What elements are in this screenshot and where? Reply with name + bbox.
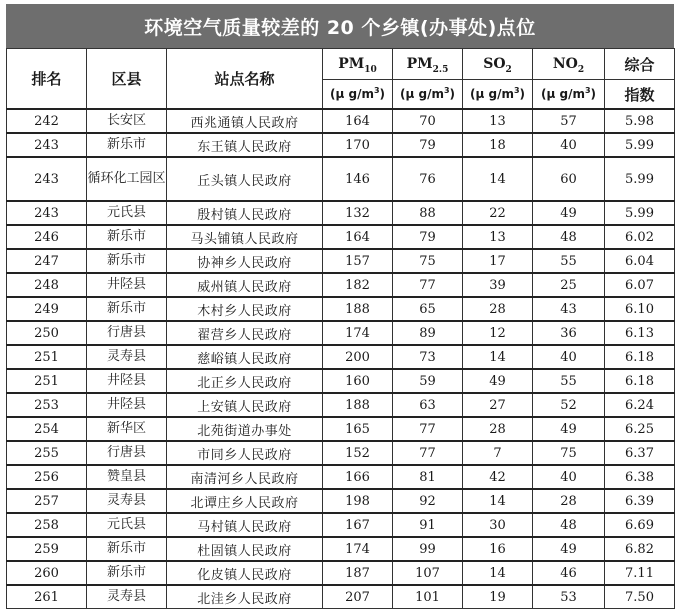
table-row — [7, 561, 675, 585]
table-row — [7, 369, 675, 393]
cell-composite-index: 6.18 — [605, 345, 675, 369]
cell-pm25: 70 — [393, 109, 463, 133]
cell-rank: 251 — [7, 345, 87, 369]
table-row — [7, 109, 675, 133]
cell-pm25: 101 — [393, 585, 463, 609]
cell-composite-index: 6.02 — [605, 225, 675, 249]
cell-no2: 55 — [533, 249, 605, 273]
cell-pm25: 77 — [393, 417, 463, 441]
cell-pm10: 182 — [323, 273, 393, 297]
unit-pm10: (μ $g/m^3$) — [323, 80, 393, 110]
cell-composite-index: 5.98 — [605, 109, 675, 133]
cell-rank: 247 — [7, 249, 87, 273]
cell-station: 殷村镇人民政府 — [167, 201, 323, 225]
cell-rank: 251 — [7, 369, 87, 393]
cell-pm10: 146 — [323, 157, 393, 201]
table-row — [7, 441, 675, 465]
table-row — [7, 417, 675, 441]
cell-rank: 256 — [7, 465, 87, 489]
cell-pm10: 174 — [323, 537, 393, 561]
cell-composite-index: 6.82 — [605, 537, 675, 561]
cell-district: 灵寿县 — [87, 345, 167, 369]
cell-pm25: 79 — [393, 133, 463, 157]
cell-so2: 39 — [463, 273, 533, 297]
cell-district: 井陉县 — [87, 393, 167, 417]
cell-pm10: 166 — [323, 465, 393, 489]
cell-station: 木村乡人民政府 — [167, 297, 323, 321]
cell-pm10: 152 — [323, 441, 393, 465]
cell-no2: 46 — [533, 561, 605, 585]
cell-pm10: 160 — [323, 369, 393, 393]
table-row — [7, 513, 675, 537]
cell-station: 北谭庄乡人民政府 — [167, 489, 323, 513]
cell-district: 新乐市 — [87, 537, 167, 561]
cell-pm10: 188 — [323, 297, 393, 321]
table-row — [7, 133, 675, 157]
cell-no2: 28 — [533, 489, 605, 513]
cell-composite-index: 6.37 — [605, 441, 675, 465]
cell-district: 循环化工园区 — [87, 157, 167, 201]
cell-district: 新乐市 — [87, 561, 167, 585]
table-row — [7, 249, 675, 273]
cell-so2: 13 — [463, 225, 533, 249]
cell-district: 元氏县 — [87, 201, 167, 225]
cell-station: 东王镇人民政府 — [167, 133, 323, 157]
cell-station: 上安镇人民政府 — [167, 393, 323, 417]
cell-so2: 14 — [463, 489, 533, 513]
cell-station: 杜固镇人民政府 — [167, 537, 323, 561]
header-composite-line1: 综合 — [605, 49, 675, 80]
cell-pm25: 88 — [393, 201, 463, 225]
cell-so2: 12 — [463, 321, 533, 345]
cell-pm25: 77 — [393, 273, 463, 297]
cell-so2: 28 — [463, 297, 533, 321]
cell-no2: 49 — [533, 537, 605, 561]
cell-no2: 48 — [533, 225, 605, 249]
cell-pm25: 63 — [393, 393, 463, 417]
table-row — [7, 585, 675, 609]
cell-district: 新乐市 — [87, 133, 167, 157]
table-row — [7, 393, 675, 417]
cell-no2: 40 — [533, 133, 605, 157]
table-row — [7, 489, 675, 513]
cell-no2: 52 — [533, 393, 605, 417]
cell-no2: 36 — [533, 321, 605, 345]
cell-composite-index: 7.50 — [605, 585, 675, 609]
cell-pm10: 198 — [323, 489, 393, 513]
air-quality-table — [6, 48, 675, 609]
cell-composite-index: 7.11 — [605, 561, 675, 585]
header-no2: $NO_2$ — [533, 49, 605, 80]
cell-no2: 49 — [533, 417, 605, 441]
cell-rank: 254 — [7, 417, 87, 441]
cell-no2: 48 — [533, 513, 605, 537]
cell-so2: 16 — [463, 537, 533, 561]
cell-no2: 60 — [533, 157, 605, 201]
cell-station: 化皮镇人民政府 — [167, 561, 323, 585]
cell-so2: 14 — [463, 345, 533, 369]
unit-pm25: (μ $g/m^3$) — [393, 80, 463, 110]
cell-no2: 43 — [533, 297, 605, 321]
cell-so2: 18 — [463, 133, 533, 157]
cell-station: 南清河乡人民政府 — [167, 465, 323, 489]
cell-pm25: 73 — [393, 345, 463, 369]
cell-so2: 28 — [463, 417, 533, 441]
cell-rank: 261 — [7, 585, 87, 609]
cell-district: 元氏县 — [87, 513, 167, 537]
cell-pm10: 167 — [323, 513, 393, 537]
cell-district: 井陉县 — [87, 369, 167, 393]
cell-district: 新乐市 — [87, 297, 167, 321]
cell-station: 市同乡人民政府 — [167, 441, 323, 465]
cell-so2: 42 — [463, 465, 533, 489]
cell-district: 灵寿县 — [87, 489, 167, 513]
cell-so2: 14 — [463, 157, 533, 201]
cell-station: 马村镇人民政府 — [167, 513, 323, 537]
cell-composite-index: 6.38 — [605, 465, 675, 489]
cell-district: 行唐县 — [87, 321, 167, 345]
table-title: 环境空气质量较差的 20 个乡镇(办事处)点位 — [6, 4, 674, 48]
cell-composite-index: 6.39 — [605, 489, 675, 513]
cell-rank: 257 — [7, 489, 87, 513]
cell-so2: 22 — [463, 201, 533, 225]
cell-no2: 49 — [533, 201, 605, 225]
cell-pm25: 89 — [393, 321, 463, 345]
cell-district: 井陉县 — [87, 273, 167, 297]
cell-composite-index: 6.18 — [605, 369, 675, 393]
cell-pm25: 77 — [393, 441, 463, 465]
cell-composite-index: 6.13 — [605, 321, 675, 345]
cell-composite-index: 6.25 — [605, 417, 675, 441]
cell-district: 灵寿县 — [87, 585, 167, 609]
cell-no2: 40 — [533, 345, 605, 369]
cell-rank: 243 — [7, 201, 87, 225]
cell-district: 新乐市 — [87, 225, 167, 249]
cell-rank: 260 — [7, 561, 87, 585]
cell-composite-index: 6.69 — [605, 513, 675, 537]
cell-pm10: 170 — [323, 133, 393, 157]
cell-station: 马头铺镇人民政府 — [167, 225, 323, 249]
table-row — [7, 225, 675, 249]
table-row — [7, 537, 675, 561]
cell-pm10: 164 — [323, 109, 393, 133]
cell-pm10: 132 — [323, 201, 393, 225]
cell-rank: 248 — [7, 273, 87, 297]
header-pm25: $PM_{2.5}$ — [393, 49, 463, 80]
cell-district: 赞皇县 — [87, 465, 167, 489]
cell-pm10: 174 — [323, 321, 393, 345]
table-row — [7, 345, 675, 369]
cell-district: 行唐县 — [87, 441, 167, 465]
cell-composite-index: 5.99 — [605, 157, 675, 201]
header-station: 站点名称 — [167, 49, 323, 110]
cell-composite-index: 5.99 — [605, 201, 675, 225]
cell-station: 翟营乡人民政府 — [167, 321, 323, 345]
table-row — [7, 157, 675, 201]
cell-district: 长安区 — [87, 109, 167, 133]
table-row — [7, 321, 675, 345]
cell-pm10: 188 — [323, 393, 393, 417]
cell-pm25: 81 — [393, 465, 463, 489]
cell-pm25: 76 — [393, 157, 463, 201]
cell-composite-index: 6.04 — [605, 249, 675, 273]
cell-no2: 53 — [533, 585, 605, 609]
header-so2: $SO_2$ — [463, 49, 533, 80]
cell-pm10: 164 — [323, 225, 393, 249]
cell-so2: 7 — [463, 441, 533, 465]
cell-station: 西兆通镇人民政府 — [167, 109, 323, 133]
cell-so2: 30 — [463, 513, 533, 537]
cell-rank: 253 — [7, 393, 87, 417]
unit-so2: (μ $g/m^3$) — [463, 80, 533, 110]
cell-so2: 13 — [463, 109, 533, 133]
cell-station: 慈峪镇人民政府 — [167, 345, 323, 369]
cell-so2: 14 — [463, 561, 533, 585]
cell-rank: 259 — [7, 537, 87, 561]
cell-station: 丘头镇人民政府 — [167, 157, 323, 201]
cell-rank: 246 — [7, 225, 87, 249]
cell-pm25: 75 — [393, 249, 463, 273]
cell-so2: 17 — [463, 249, 533, 273]
cell-rank: 258 — [7, 513, 87, 537]
cell-pm10: 200 — [323, 345, 393, 369]
cell-composite-index: 6.24 — [605, 393, 675, 417]
cell-rank: 255 — [7, 441, 87, 465]
cell-pm25: 92 — [393, 489, 463, 513]
cell-station: 威州镇人民政府 — [167, 273, 323, 297]
cell-rank: 249 — [7, 297, 87, 321]
cell-district: 新乐市 — [87, 249, 167, 273]
header-rank: 排名 — [7, 49, 87, 110]
cell-pm25: 79 — [393, 225, 463, 249]
table-row — [7, 273, 675, 297]
header-pm10: $PM_{10}$ — [323, 49, 393, 80]
cell-rank: 250 — [7, 321, 87, 345]
cell-so2: 27 — [463, 393, 533, 417]
table-row — [7, 465, 675, 489]
table-body — [7, 109, 675, 609]
cell-composite-index: 6.10 — [605, 297, 675, 321]
cell-station: 北苑街道办事处 — [167, 417, 323, 441]
cell-pm25: 59 — [393, 369, 463, 393]
header-district: 区县 — [87, 49, 167, 110]
cell-rank: 243 — [7, 133, 87, 157]
cell-no2: 75 — [533, 441, 605, 465]
cell-pm25: 91 — [393, 513, 463, 537]
cell-station: 北洼乡人民政府 — [167, 585, 323, 609]
cell-pm25: 99 — [393, 537, 463, 561]
table-row — [7, 201, 675, 225]
cell-station: 北正乡人民政府 — [167, 369, 323, 393]
cell-pm10: 157 — [323, 249, 393, 273]
cell-pm10: 187 — [323, 561, 393, 585]
cell-composite-index: 5.99 — [605, 133, 675, 157]
cell-station: 协神乡人民政府 — [167, 249, 323, 273]
table-row — [7, 297, 675, 321]
unit-no2: (μ $g/m^3$) — [533, 80, 605, 110]
cell-pm10: 165 — [323, 417, 393, 441]
cell-so2: 49 — [463, 369, 533, 393]
cell-pm10: 207 — [323, 585, 393, 609]
cell-no2: 25 — [533, 273, 605, 297]
cell-rank: 243 — [7, 157, 87, 201]
cell-no2: 55 — [533, 369, 605, 393]
cell-pm25: 107 — [393, 561, 463, 585]
cell-district: 新华区 — [87, 417, 167, 441]
cell-so2: 19 — [463, 585, 533, 609]
header-composite-line2: 指数 — [605, 80, 675, 110]
cell-composite-index: 6.07 — [605, 273, 675, 297]
cell-no2: 57 — [533, 109, 605, 133]
cell-rank: 242 — [7, 109, 87, 133]
cell-pm25: 65 — [393, 297, 463, 321]
cell-no2: 40 — [533, 465, 605, 489]
